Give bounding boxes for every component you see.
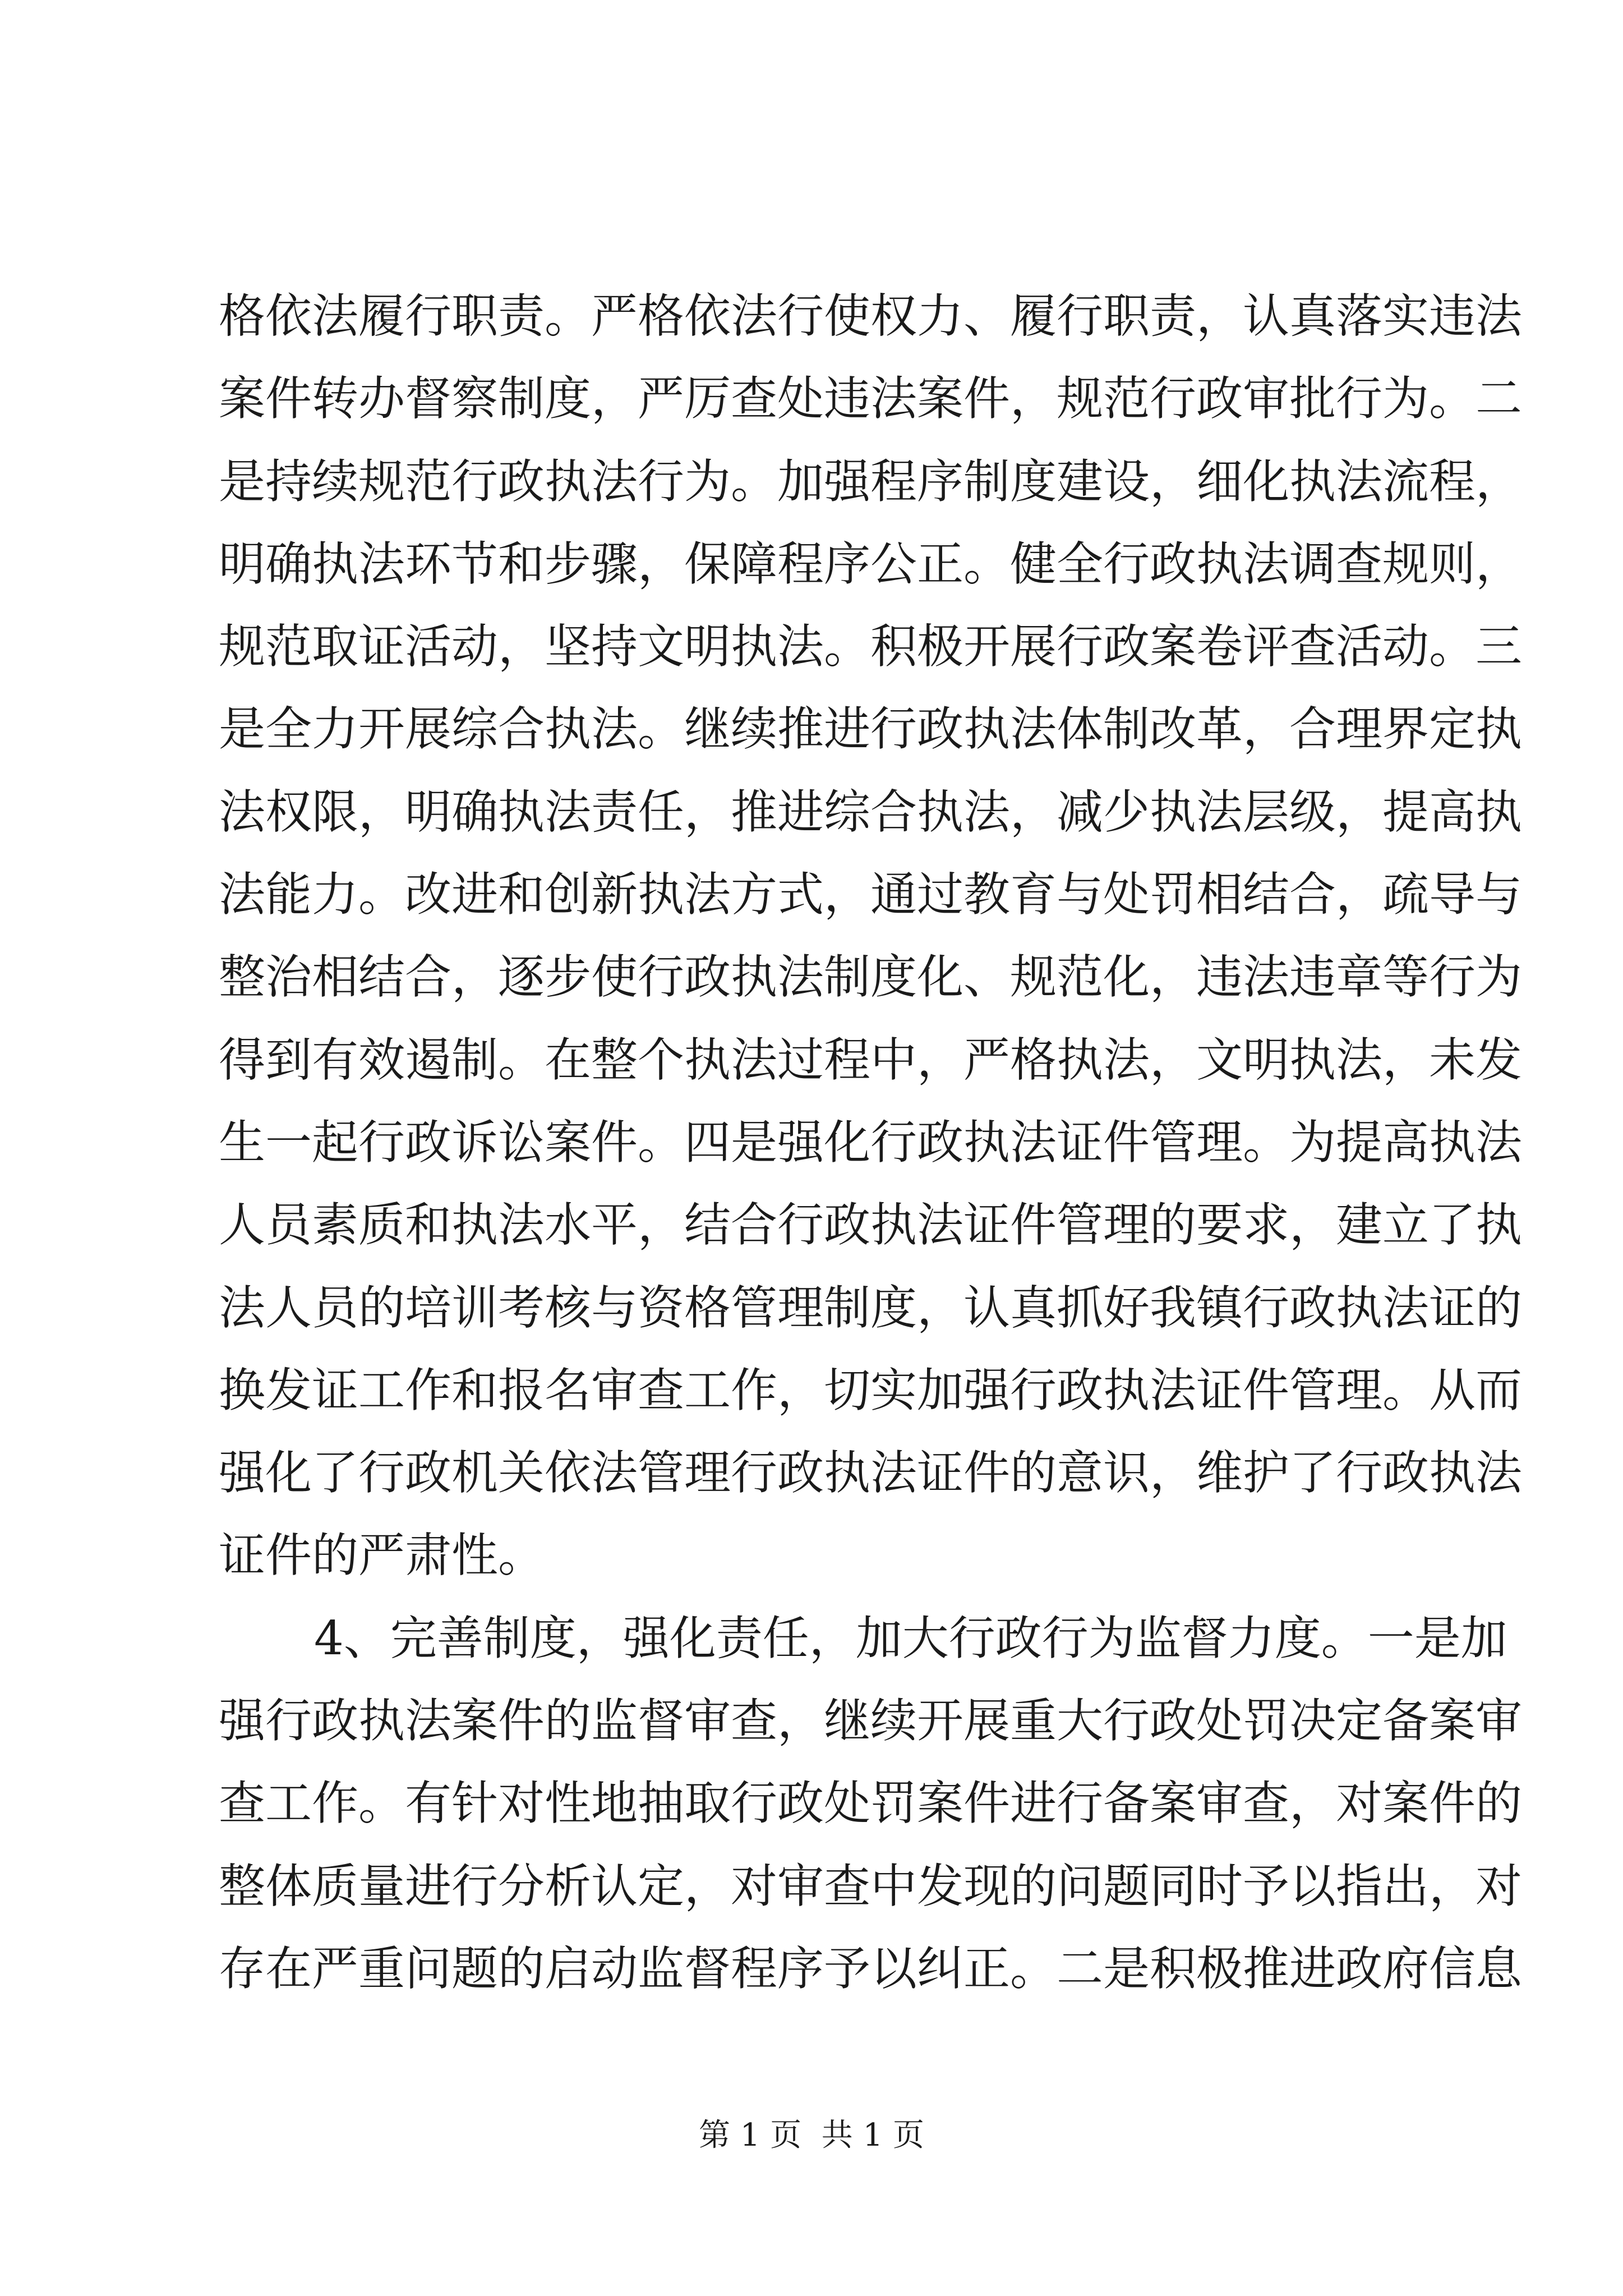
document-body xyxy=(219,283,1522,2018)
text-line: 换发证工作和报名审查工作，切实加强行政执法证件管理。从而 xyxy=(219,1363,1522,1418)
page-number-footer: 第 1 页 共 1 页 xyxy=(698,2117,925,2154)
text-line: 存在严重问题的启动监督程序予以纠正。二是积极推进政府信息 xyxy=(219,1941,1522,1996)
paragraph-first-line: 4、完善制度，强化责任，加大行政行为监督力度。一是加 xyxy=(314,1611,1507,1665)
text-line: 得到有效遏制。在整个执法过程中，严格执法，文明执法，未发 xyxy=(219,1032,1522,1087)
text-line: 人员素质和执法水平，结合行政执法证件管理的要求，建立了执 xyxy=(219,1198,1522,1253)
text-line: 法能力。改进和创新执法方式，通过教育与处罚相结合，疏导与 xyxy=(219,867,1522,922)
text-line: 查工作。有针对性地抽取行政处罚案件进行备案审查，对案件的 xyxy=(219,1776,1522,1831)
text-line: 生一起行政诉讼案件。四是强化行政执法证件管理。为提高执法 xyxy=(219,1115,1522,1170)
text-line: 强化了行政机关依法管理行政执法证件的意识，维护了行政执法 xyxy=(219,1446,1522,1501)
text-line: 明确执法环节和步骤，保障程序公正。健全行政执法调查规则， xyxy=(219,536,1522,591)
text-line: 强行政执法案件的监督审查，继续开展重大行政处罚决定备案审 xyxy=(219,1694,1522,1749)
text-line: 法权限，明确执法责任，推进综合执法，减少执法层级，提高执 xyxy=(219,784,1522,839)
text-line: 整治相结合，逐步使行政执法制度化、规范化，违法违章等行为 xyxy=(219,950,1522,1005)
text-line: 整体质量进行分析认定，对审查中发现的问题同时予以指出，对 xyxy=(219,1858,1522,1913)
text-line: 法人员的培训考核与资格管理制度，认真抓好我镇行政执法证的 xyxy=(219,1280,1522,1335)
text-line: 规范取证活动，坚持文明执法。积极开展行政案卷评查活动。三 xyxy=(219,619,1522,674)
text-line: 是持续规范行政执法行为。加强程序制度建设，细化执法流程， xyxy=(219,454,1522,509)
text-line: 证件的严肃性。 xyxy=(219,1528,545,1583)
text-line: 格依法履行职责。严格依法行使权力、履行职责，认真落实违法 xyxy=(219,289,1522,343)
text-line: 案件转办督察制度，严厉查处违法案件，规范行政审批行为。二 xyxy=(219,371,1522,426)
text-line: 是全力开展综合执法。继续推进行政执法体制改革，合理界定执 xyxy=(219,702,1522,757)
